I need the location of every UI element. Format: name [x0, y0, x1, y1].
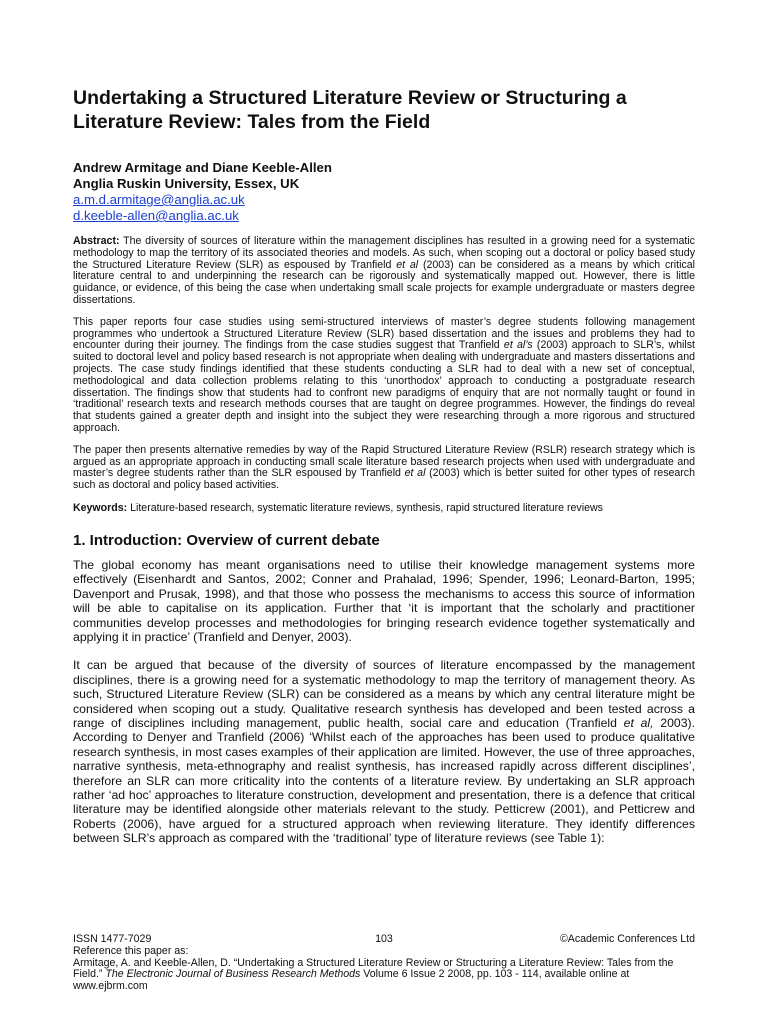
citation-text: Armitage, A. and Keeble-Allen, D. “Undertaking a Structured Literature Review or Structuring a Literature Review: Tales from the Field.” — [73, 956, 674, 981]
copyright: ©Academic Conferences Ltd — [559, 933, 695, 945]
reference-label: Reference this paper as: — [73, 944, 189, 957]
abstract-text: (2003) can be considered as a means by which critical literature central to and underpinning the research can be rigorously and systematically mapped out. However, there is little guidance, or evidence, of this being the case when undertaking small scale projects for example undergraduate or masters degree dissertations. — [73, 258, 695, 306]
body-paragraph-1: The global economy has meant organisations need to utilise their knowledge management systems more effectively (Eisenhardt and Santos, 2002; Conner and Prahalad, 1996; Spender, 1996; Leonard-Barton, 1995; Davenport and Prusak, 1998), and that those who possess the mechanisms to access this source of information will be able to capitalise on its application. Further that ‘it is important that the scholarly and practitioner communities develop processes and methodologies for bringing research evidence together systematically and applying it in practice’ (Tranfield and Denyer, 2003). — [73, 557, 695, 644]
abstract-text: This paper reports four case studies using semi-structured interviews of master’s degree students following management programmes who undertook a Structured Literature Review (SLR) based dissertation and the issues and problems they had to encounter during their journey. The findings from the case studies suggest that Tranfield — [73, 315, 695, 352]
keywords-text: Literature-based research, systematic literature reviews, synthesis, rapid structured literature reviews — [127, 501, 603, 514]
keywords — [73, 502, 695, 514]
abstract-text: The paper then presents alternative remedies by way of the Rapid Structured Literature Review (RSLR) research strategy which is argued as an appropriate approach in conducting small scale literature based research projects when used with undergraduate and master’s degree students rather than the SLR espoused by Tranfield — [73, 443, 695, 480]
abstract-text: The diversity of sources of literature within the management disciplines has resulted in a growing need for a systematic methodology to map the territory of its associated theories and models. As such, when scoping out a doctoral or policy based study the Structured Literature Review (SLR) as espoused by Tranfield — [73, 235, 695, 271]
abstract-paragraph-1 — [73, 236, 695, 307]
abstract-text: (2003) approach to SLR’s, whilst suited to doctoral level and policy based research is not appropriate when dealing with undergraduate and masters dissertations and projects. The case study findings identified that these students conducting a SLR had to deal with a new set of conceptual, methodological and data collection problems relating to this ‘unorthodox’ approach to conducting a postgraduate research dissertation. The findings show that students had to confront new paradigms of enquiry that are not normally taught or found in ‘traditional’ research texts and research methods courses that are taught on degree programmes. However, the findings do reveal that students gained a greater depth and insight into the subject they were researching through a more rigorous and structured approach. — [73, 339, 695, 434]
citation-text: Volume 6 Issue 2 2008, pp. 103 - 114, available online at www.ejbrm.com — [73, 968, 630, 993]
abstract-text: (2003) which is better suited for other types of research such as doctoral and policy based activities. — [73, 467, 695, 492]
body-paragraph-2 — [73, 658, 695, 845]
keywords-label: Keywords: — [73, 501, 128, 514]
body-emphasis: et al, — [623, 716, 654, 730]
journal-name: The Electronic Journal of Business Research Methods — [105, 968, 361, 981]
abstract-emphasis: et al’s — [503, 339, 533, 352]
reference-citation — [73, 958, 695, 993]
section-heading: 1. Introduction: Overview of current debate — [73, 531, 380, 549]
email-link-2[interactable]: d.keeble-allen@anglia.ac.uk — [73, 208, 239, 223]
author-names: Andrew Armitage and Diane Keeble-Allen — [73, 160, 332, 175]
page-number: 103 — [375, 933, 393, 945]
body-text: It can be argued that because of the diversity of sources of literature encompassed by the management disciplines, there is a growing need for a systematic methodology to map the territory of management theory. As such, Structured Literature Review (SLR) can be considered as a means by which any central literature might be considered when scoping out a study. Qualitative research synthesis has developed and been tested across a range of disciplines including management, public health, social care and education (Tranfield — [73, 658, 695, 730]
abstract-emphasis: et al — [404, 467, 426, 480]
abstract — [73, 236, 695, 492]
abstract-emphasis: et al — [396, 258, 419, 271]
author-affiliation: Anglia Ruskin University, Essex, UK — [73, 176, 300, 191]
page-footer — [73, 934, 695, 993]
abstract-paragraph-3 — [73, 445, 695, 492]
author-block — [73, 160, 695, 224]
body-text: 2003). According to Denyer and Tranfield (2006) ‘Whilst each of the approaches has been used to produce qualitative research synthesis, in most cases examples of their application are limited. However, the use of three approaches, narrative synthesis, meta-ethnography and realist synthesis, has increased rapidly across different disciplines’, therefore an SLR can more criticality into the contents of a literature review. By undertaking an SLR approach rather ‘ad hoc’ approaches to literature construction, development and presentation, there is a defence that critical literature may be identified alongside other materials relevant to the study. Petticrew (2001), and Petticrew and Roberts (2006), have argued for a structured approach when reviewing literature. They identify differences between SLR’s approach as compared with the ‘traditional’ type of literature reviews (see Table 1): — [73, 716, 695, 846]
abstract-paragraph-2 — [73, 317, 695, 435]
abstract-label: Abstract: — [73, 235, 120, 247]
section-body — [73, 558, 695, 846]
issn: ISSN 1477-7029 — [73, 933, 152, 945]
paper-title: Undertaking a Structured Literature Review or Structuring a Literature Review: Tales from the Field — [73, 87, 627, 133]
email-link-1[interactable]: a.m.d.armitage@anglia.ac.uk — [73, 192, 245, 207]
